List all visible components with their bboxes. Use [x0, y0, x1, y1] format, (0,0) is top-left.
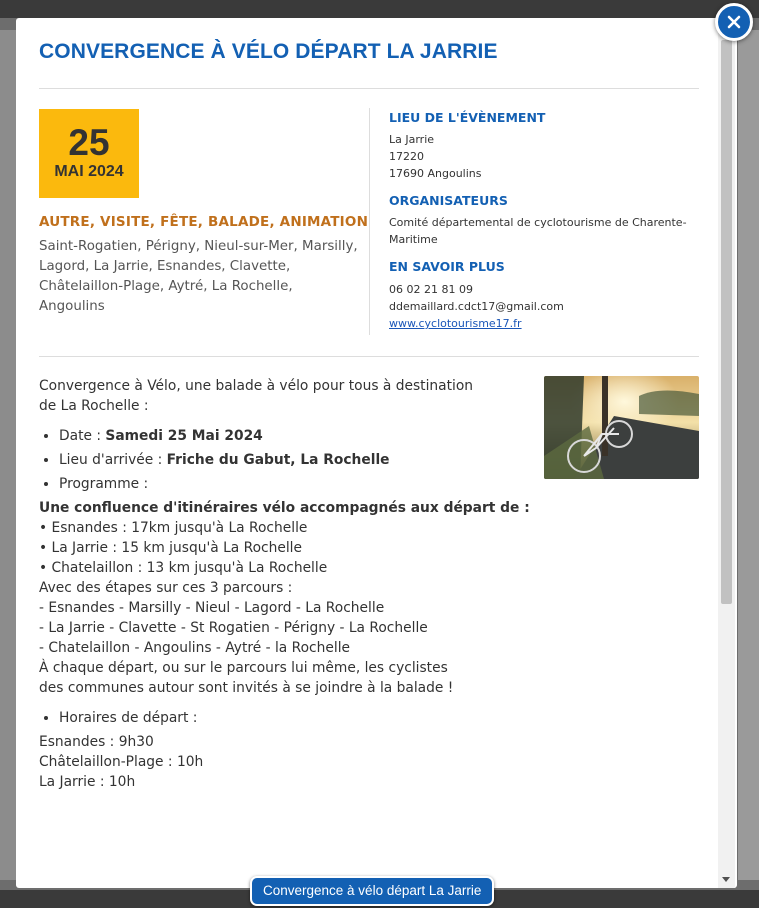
- event-title: CONVERGENCE À VÉLO DÉPART LA JARRIE: [39, 40, 498, 63]
- departure-line: • Chatelaillon : 13 km jusqu'à La Rochelle: [39, 560, 328, 576]
- steps-intro: Avec des étapes sur ces 3 parcours :: [39, 580, 293, 596]
- date-badge: [39, 109, 139, 198]
- venue-line: 17690 Angoulins: [389, 167, 482, 180]
- event-modal: [16, 18, 737, 888]
- organizers-text: Comité départemental de cyclotourisme de Charente-Maritime: [389, 216, 687, 246]
- event-description: [39, 376, 699, 792]
- divider: [39, 88, 699, 89]
- route-line: - La Jarrie - Clavette - St Rogatien - Périgny - La Rochelle: [39, 620, 428, 636]
- schedule-list: [39, 708, 699, 728]
- departure-line: • La Jarrie : 15 km jusqu'à La Rochelle: [39, 540, 302, 556]
- event-info: [389, 110, 694, 332]
- website-link[interactable]: www.cyclotourisme17.fr: [389, 317, 522, 330]
- description-intro: Convergence à Vélo, une balade à vélo pour tous à destination de La Rochelle :: [39, 378, 474, 414]
- confluence-heading: Une confluence d'itinéraires vélo accompagnés aux départ de :: [39, 500, 530, 516]
- detail-label: Programme :: [59, 476, 149, 492]
- schedule-line: La Jarrie : 10h: [39, 774, 136, 790]
- list-item: [59, 474, 699, 494]
- scroll-thumb[interactable]: [721, 40, 732, 604]
- event-locations: Saint-Rogatien, Périgny, Nieul-sur-Mer, Marsilly, Lagord, La Jarrie, Esnandes, Clavette, Châtelaillon-Plage, Aytré, La Rochelle, Angoulins: [39, 239, 358, 314]
- schedule-line: Châtelaillon-Plage : 10h: [39, 754, 204, 770]
- schedule-line: Esnandes : 9h30: [39, 734, 154, 750]
- map-background-left: [0, 30, 16, 880]
- list-item: • Horaires de départ :: [59, 708, 699, 728]
- organizers-heading: ORGANISATEURS: [389, 193, 508, 208]
- event-categories: AUTRE, VISITE, FÊTE, BALADE, ANIMATION: [39, 214, 369, 230]
- detail-value: Friche du Gabut, La Rochelle: [166, 452, 390, 468]
- route-line: - Chatelaillon - Angoulins - Aytré - la Rochelle: [39, 640, 351, 656]
- date-day: 25: [68, 122, 110, 163]
- map-marker-label[interactable]: Convergence à vélo départ La Jarrie: [250, 876, 494, 906]
- join-text: À chaque départ, ou sur le parcours lui même, les cyclistes des communes autour sont invités à se joindre à la balade !: [39, 660, 454, 696]
- contact-phone: 06 02 21 81 09: [389, 283, 473, 296]
- detail-label: Lieu d'arrivée :: [59, 452, 167, 468]
- modal-scrollbar[interactable]: [718, 18, 735, 888]
- contact-email: ddemaillard.cdct17@gmail.com: [389, 300, 564, 313]
- detail-label: Date :: [59, 428, 106, 444]
- route-line: - Esnandes - Marsilly - Nieul - Lagord - La Rochelle: [39, 600, 385, 616]
- venue-line: La Jarrie: [389, 133, 435, 146]
- modal-content[interactable]: [39, 18, 699, 888]
- list-item: [59, 426, 699, 446]
- list-item: [59, 450, 699, 470]
- divider: [39, 356, 699, 357]
- close-button[interactable]: [715, 3, 753, 41]
- departure-line: • Esnandes : 17km jusqu'à La Rochelle: [39, 520, 308, 536]
- detail-value: Samedi 25 Mai 2024: [105, 428, 263, 444]
- event-details-list: [39, 426, 699, 494]
- venue-line: 17220: [389, 150, 424, 163]
- scroll-down-arrow-icon[interactable]: [722, 877, 730, 882]
- more-info-heading: EN SAVOIR PLUS: [389, 259, 505, 274]
- column-divider: [369, 108, 370, 335]
- map-background: [738, 30, 759, 880]
- date-month: MAI 2024: [54, 163, 124, 180]
- close-icon: [726, 14, 742, 30]
- map-header: [0, 0, 759, 18]
- venue-heading: LIEU DE L'ÉVÈNEMENT: [389, 110, 546, 125]
